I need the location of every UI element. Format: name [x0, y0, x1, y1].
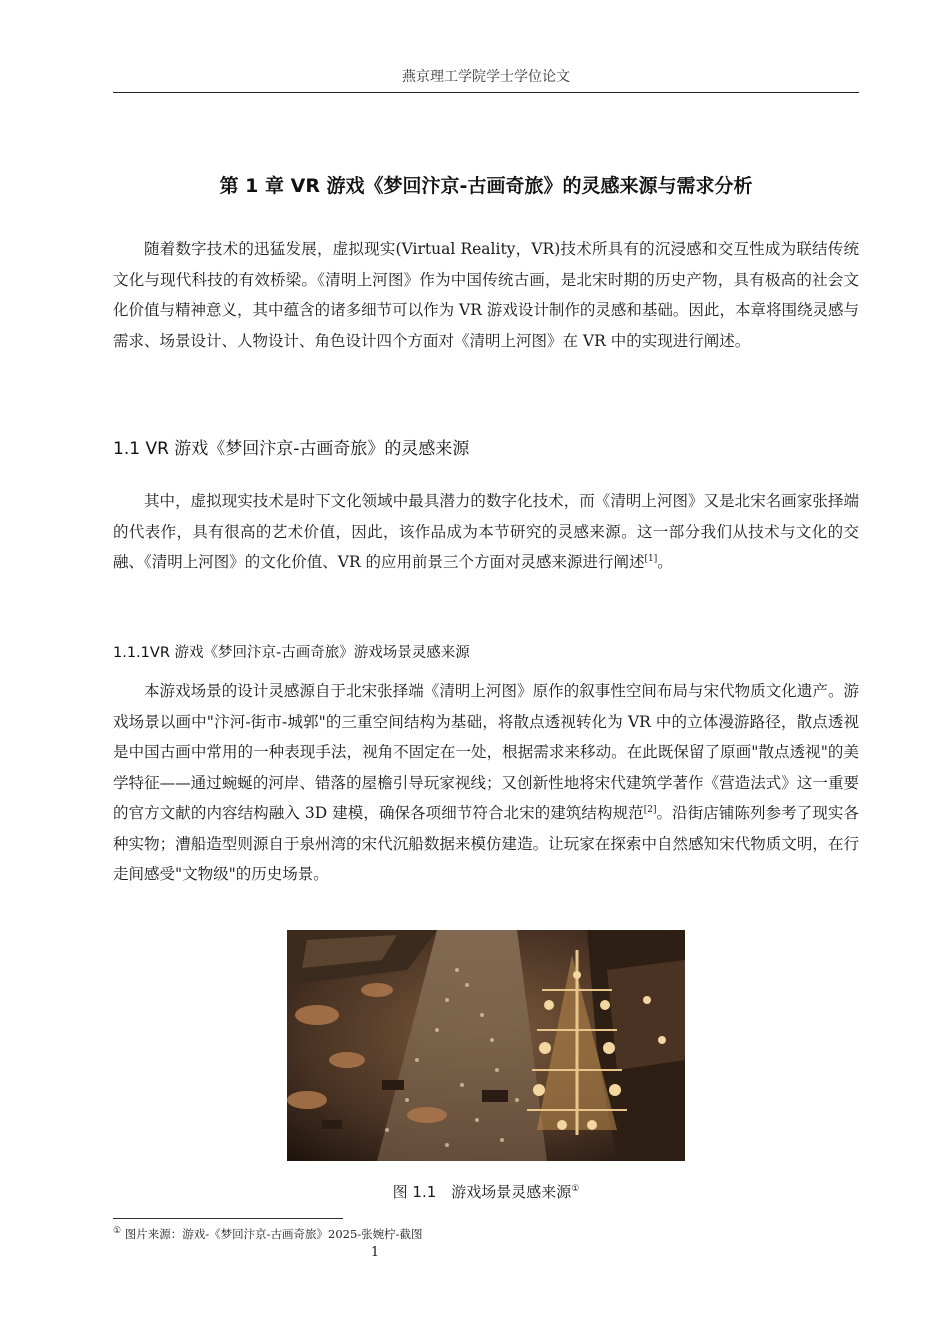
citation-1: [1] — [644, 553, 658, 564]
section-1-1-1-paragraph: 本游戏场景的设计灵感源自于北宋张择端《清明上河图》原作的叙事性空间布局与宋代物质文化遗产。游戏场景以画中"汴河-街市-城郭"的三重空间结构为基础，将散点透视转化为 VR 中的立体漫游路径，散点透视是中国古画中常用的一种表现手法，视角不固定在一处，根据需求来移动。在此既保留了原画"散点透视"的美学特征——通过蜿蜒的河岸、错落的屋檐引导玩家视线；又创新性地将宋代建筑学著作《营造法式》这一重要的官方文献的内容结构融入 3D 建模，确保各项细节符合北宋的建筑结构规范[2]。沿街店铺陈列参考了现实各种实物；漕船造型则源自于泉州湾的宋代沉船数据来模仿建造。让玩家在探索中自然感知宋代物质文明，在行走间感受"文物级"的历史场景。 — [113, 682, 859, 883]
footnote-text: 图片来源：游戏-《梦回汴京-古画奇旅》2025-张婉柠-截图 — [124, 1227, 423, 1241]
section-1-1-title: 1.1 VR 游戏《梦回汴京-古画奇旅》的灵感来源 — [113, 439, 470, 459]
footnote-divider — [113, 1218, 343, 1219]
figure-game-scene — [287, 930, 685, 1161]
game-scene-image — [287, 930, 685, 1161]
section-1-1-paragraph: 其中，虚拟现实技术是时下文化领域中最具潜力的数字化技术，而《清明上河图》又是北宋名画家张择端的代表作，具有很高的艺术价值，因此，该作品成为本节研究的灵感来源。这一部分我们从技术与文化的交融、《清明上河图》的文化价值、VR 的应用前景三个方面对灵感来源进行阐述[1]。 — [113, 492, 859, 571]
citation-2: [2] — [643, 804, 657, 815]
header-title: 燕京理工学院学士学位论文 — [402, 69, 570, 85]
footnote-mark: ① — [113, 1226, 122, 1237]
page-number: 1 — [370, 1245, 380, 1260]
section-1-1-1-title: 1.1.1VR 游戏《梦回汴京-古画奇旅》游戏场景灵感来源 — [113, 645, 470, 661]
figure-caption: 图 1.1 游戏场景灵感来源① — [392, 1183, 580, 1201]
intro-paragraph: 随着数字技术的迅猛发展，虚拟现实(Virtual Reality，VR)技术所具有的沉浸感和交互性成为联结传统文化与现代科技的有效桥梁。《清明上河图》作为中国传统古画，是北宋时期的历史产物，具有极高的社会文化价值与精神意义，其中蕴含的诸多细节可以作为 VR 游戏设计制作的灵感和基础。因此，本章将围绕灵感与需求、场景设计、人物设计、角色设计四个方面对《清明上河图》在 VR 中的实现进行阐述。 — [113, 240, 859, 350]
footnote — [113, 1226, 423, 1242]
page-header — [113, 66, 859, 93]
caption-footnote-mark: ① — [571, 1184, 580, 1194]
chapter-title: 第 1 章 VR 游戏《梦回汴京-古画奇旅》的灵感来源与需求分析 — [219, 175, 753, 197]
